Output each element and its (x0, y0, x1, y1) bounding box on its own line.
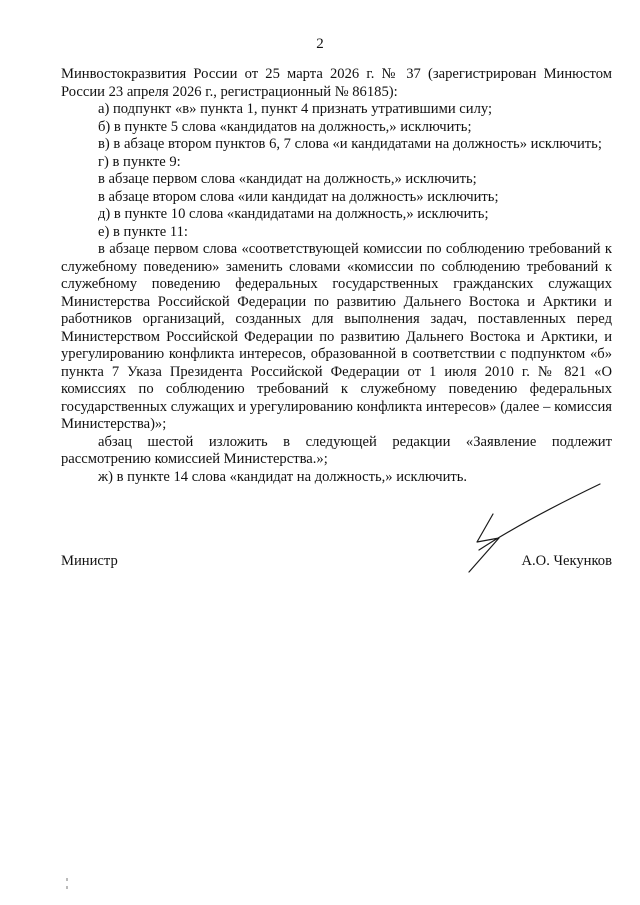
paragraph-intro: Минвостокразвития России от 25 марта 2026 г. № 37 (зарегистрирован Минюстом России 23 апреля 2026 г., регистрационный № 86185): (61, 66, 612, 100)
paragraph-item-g-sub2: в абзаце втором слова «или кандидат на должность» исключить; (98, 188, 499, 205)
signatory-name: А.О. Чекунков (521, 553, 612, 569)
paragraph-item-e-sub2: абзац шестой изложить в следующей редакции «Заявление подлежит рассмотрению комиссией Министерства.»; (61, 433, 612, 467)
paragraph-item-e-sub1: в абзаце первом слова «соответствующей комиссии по соблюдению требований к служебному поведению» заменить словами «комиссии по соблюдению требований к служебному поведению федеральных государственных гражданских служащих Министерства Российской Федерации по развитию Дальнего Востока и Арктики и работников организаций, созданных для выполнения задач, поставленных перед Министерством Российской Федерации по развитию Дальнего Востока и Арктики, и урегулированию конфликта интересов, образованной в соответствии с подпунктом «б» пункта 7 Указа Президента Российской Федерации от 1 июля 2010 г. № 821 «О комиссиях по соблюдению требований к служебному поведению федеральных государственных служащих и урегулированию конфликта интересов» (далее – комиссия Министерства)»; (61, 241, 612, 432)
paragraph-item-g: г) в пункте 9: (98, 153, 181, 170)
document-body (61, 66, 612, 486)
signatory-title: Министр (61, 553, 118, 569)
paragraph-item-b: б) в пункте 5 слова «кандидатов на должность,» исключить; (98, 118, 472, 135)
paragraph-item-zh: ж) в пункте 14 слова «кандидат на должность,» исключить. (98, 468, 468, 485)
paragraph-item-g-sub1: в абзаце первом слова «кандидат на должность,» исключить; (98, 171, 477, 187)
page-number: 2 (316, 36, 324, 52)
scan-artifact (66, 878, 68, 892)
signature-block (61, 553, 612, 577)
paragraph-item-d: д) в пункте 10 слова «кандидатами на должность,» исключить; (98, 206, 489, 222)
paragraph-item-e: е) в пункте 11: (98, 223, 188, 240)
paragraph-item-v: в) в абзаце втором пунктов 6, 7 слова «и кандидатами на должность» исключить; (98, 136, 602, 152)
paragraph-item-a: а) подпункт «в» пункта 1, пункт 4 признать утратившими силу; (98, 101, 493, 117)
